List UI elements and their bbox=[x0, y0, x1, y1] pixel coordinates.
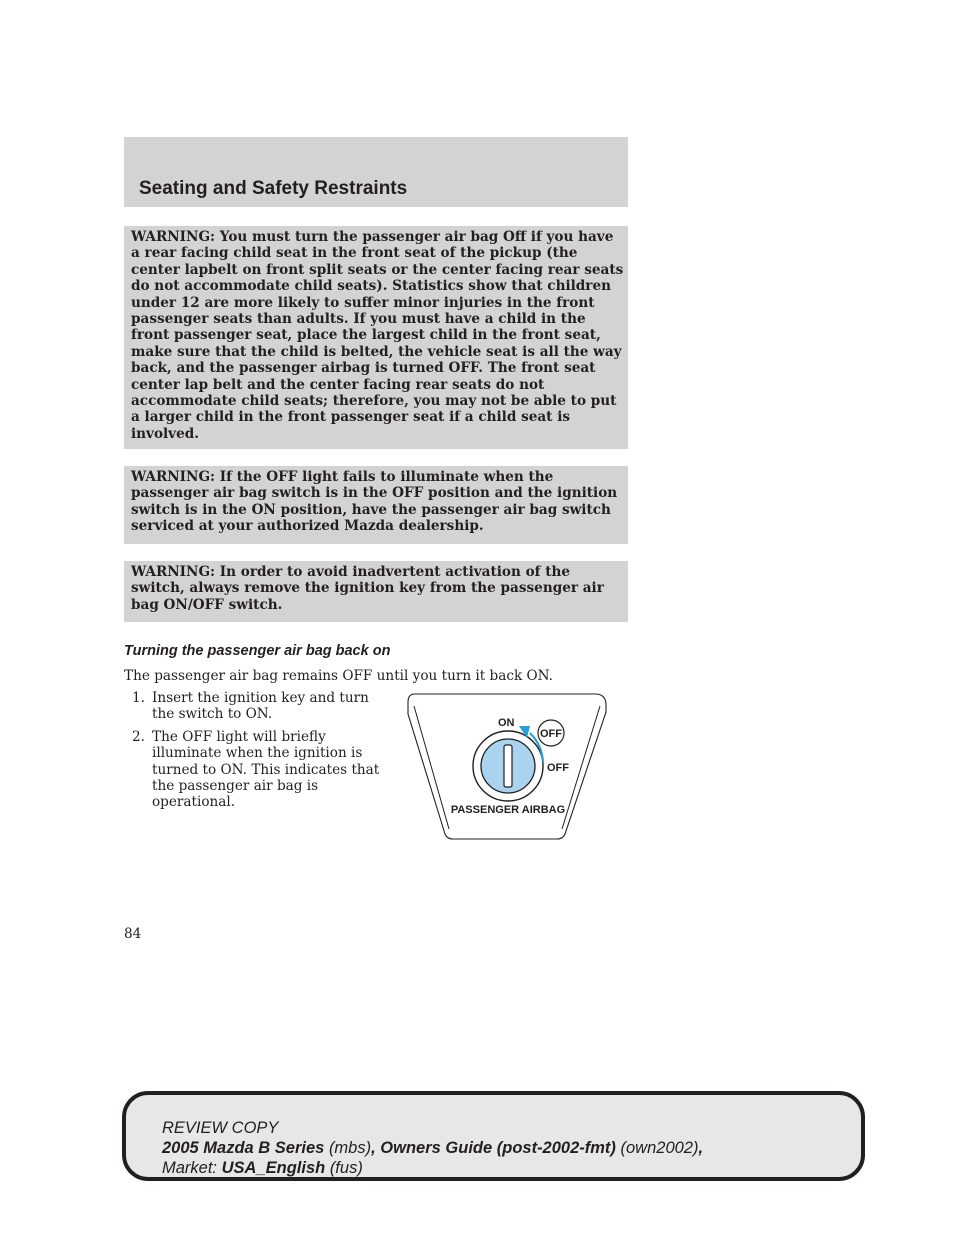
steps-list bbox=[124, 690, 384, 817]
label-off-light: OFF bbox=[540, 728, 562, 740]
subsection-title: Turning the passenger air bag back on bbox=[124, 643, 391, 659]
list-item bbox=[124, 729, 384, 811]
market-code: (fus) bbox=[329, 1159, 363, 1177]
warning-box-child-seat: WARNING: You must turn the passenger air bag Off if you have a rear facing child seat in the front seat of the pickup (the center lapbelt on front split seats or the center facing rear seats do not accommodate child seats). Statistics show that children under 12 are more likely to suffer minor injuries in the front passenger seats than adults. If you must have a child in the front passenger seat, place the largest child in the front seat, make sure that the child is belted, the vehicle seat is all the way back, and the passenger airbag is turned OFF. The front seat center lap belt and the center facing rear seats do not accommodate child seats; therefore, you may not be able to put a larger child in the front passenger seat if a child seat is involved. bbox=[124, 226, 628, 449]
step-number: 2. bbox=[132, 728, 145, 745]
label-on: ON bbox=[498, 717, 515, 729]
model-code: (mbs) bbox=[328, 1139, 372, 1157]
step-text: Insert the ignition key and turn the switch to ON. bbox=[152, 690, 369, 723]
diagram-caption: PASSENGER AIRBAG bbox=[450, 804, 566, 816]
footer-text: REVIEW COPY 2005 Mazda B Series (mbs), Owners Guide (post-2002-fmt) (own2002), Market: USA_English (fus) bbox=[162, 1119, 704, 1177]
guide-name: Owners Guide (post-2002-fmt) bbox=[380, 1139, 616, 1157]
step-text: The OFF light will briefly illuminate when the ignition is turned to ON. This indicates that the passenger air bag is operational. bbox=[152, 728, 380, 811]
intro-paragraph: The passenger air bag remains OFF until you turn it back ON. bbox=[124, 668, 553, 684]
guide-code: (own2002) bbox=[620, 1139, 699, 1157]
step-number: 1. bbox=[132, 690, 145, 706]
model-name: 2005 Mazda B Series bbox=[162, 1139, 325, 1157]
warning-box-off-light: WARNING: If the OFF light fails to illuminate when the passenger air bag switch is in the OFF position and the ignition switch is in the ON position, have the passenger air bag switch serviced at your authorized Mazda dealership. bbox=[124, 466, 628, 544]
list-item bbox=[124, 690, 384, 723]
market-label: Market: bbox=[162, 1159, 218, 1177]
review-label: REVIEW COPY bbox=[162, 1119, 279, 1137]
market-name: USA_English bbox=[221, 1159, 326, 1177]
page-number: 84 bbox=[124, 926, 142, 942]
section-title: Seating and Safety Restraints bbox=[139, 178, 408, 199]
airbag-switch-diagram bbox=[405, 692, 610, 844]
key-slot bbox=[504, 745, 512, 787]
label-off: OFF bbox=[547, 762, 569, 774]
warning-box-ignition-key: WARNING: In order to avoid inadvertent activation of the switch, always remove the ignition key from the passenger air bag ON/OFF switch. bbox=[124, 561, 628, 622]
